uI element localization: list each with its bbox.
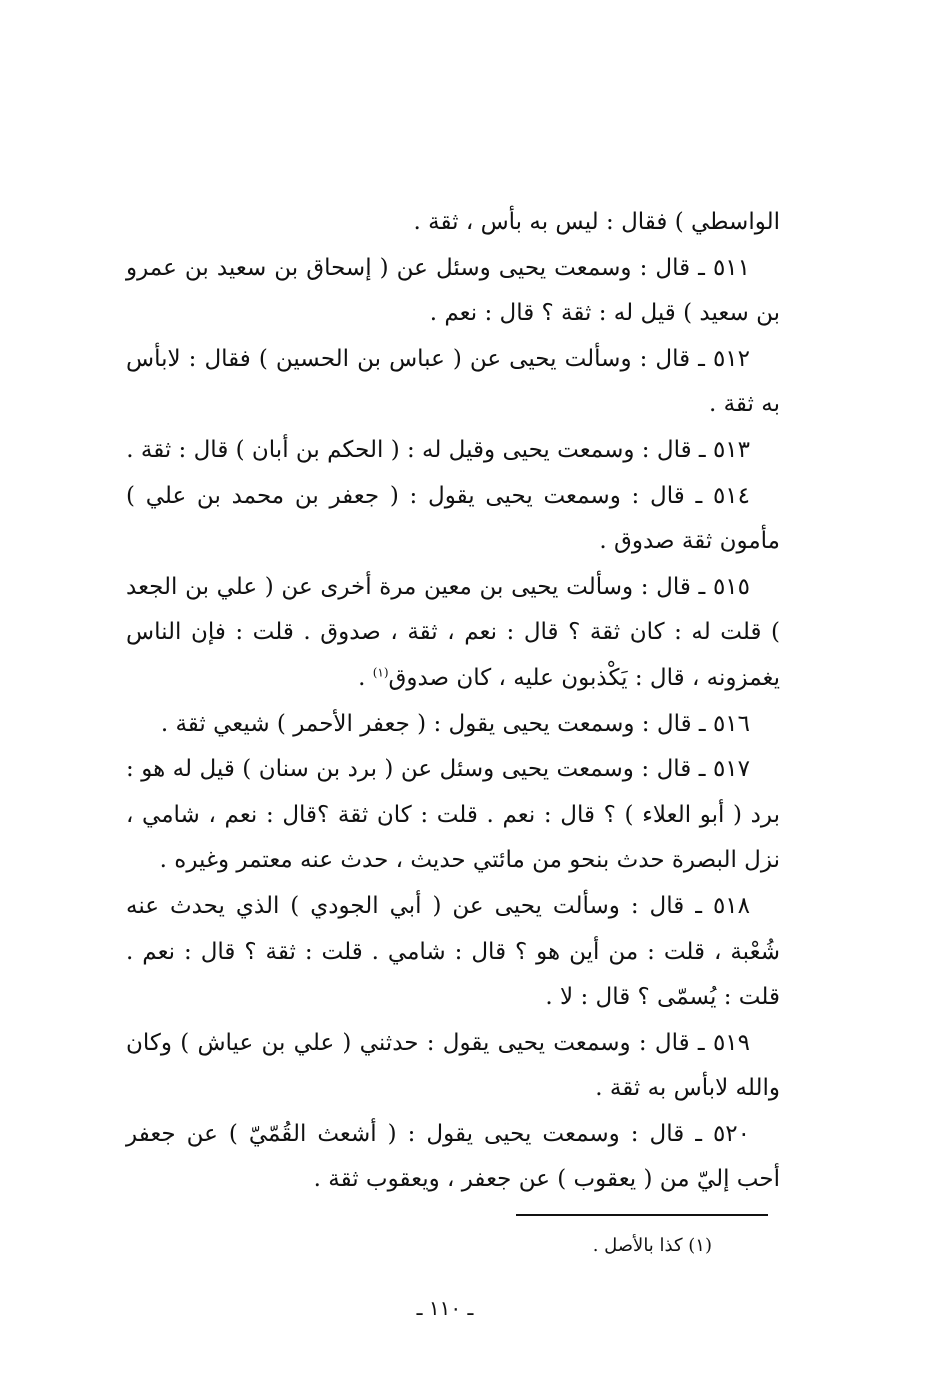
paragraph-text: ٥١٥ ـ قال : وسألت يحيى بن معين مرة أخرى عن ( علي بن الجعد ) قلت له : كان ثقة ؟ قال : نعم ، ثقة ، صدوق . قلت : فإن الناس يغمزونه ، قال : يَكْذبون عليه ، كان صدوق (126, 573, 780, 691)
paragraph (126, 884, 780, 1021)
paragraph-text: ٥١٣ ـ قال : وسمعت يحيى وقيل له : ( الحكم بن أبان ) قال : ثقة . (126, 436, 750, 463)
page-number: ـ ١١٠ ـ (416, 1296, 474, 1320)
paragraph-text: ٥١٩ ـ قال : وسمعت يحيى يقول : حدثني ( علي بن عياش ) وكان والله لابأس به ثقة . (126, 1029, 780, 1102)
paragraph (126, 747, 780, 884)
body-text (126, 200, 780, 1203)
paragraph (126, 246, 780, 337)
paragraph-text: ٥١٨ ـ قال : وسألت يحيى عن ( أبي الجودي ) الذي يحدث عنه شُعْبة ، قلت : من أين هو ؟ قال : شامي . قلت : ثقة ؟ قال : نعم . قلت : يُسمّى ؟ قال : لا . (126, 892, 780, 1011)
paragraph-text: ٥٢٠ ـ قال : وسمعت يحيى يقول : ( أشعث القُمّيّ ) عن جعفر أحب إليّ من ( يعقوب ) عن جعفر ، ويعقوب ثقة . (126, 1120, 780, 1193)
footnote-separator (516, 1214, 768, 1216)
footnote-reference: (١) (372, 665, 389, 680)
paragraph (126, 1021, 780, 1112)
paragraph-text-tail: . (358, 664, 373, 691)
paragraph-text: ٥١١ ـ قال : وسمعت يحيى وسئل عن ( إسحاق بن سعيد بن عمرو بن سعيد ) قيل له : ثقة ؟ قال : نعم . (126, 254, 780, 327)
paragraph (126, 565, 780, 702)
paragraph-text: ٥١٢ ـ قال : وسألت يحيى عن ( عباس بن الحسين ) فقال : لابأس به ثقة . (126, 345, 780, 418)
paragraph-text: ٥١٦ ـ قال : وسمعت يحيى يقول : ( جعفر الأحمر ) شيعي ثقة . (160, 710, 750, 737)
footnote: (١) كذا بالأصل . (592, 1235, 712, 1256)
paragraph-text: ٥١٧ ـ قال : وسمعت يحيى وسئل عن ( برد بن سنان ) قيل له هو : برد ( أبو العلاء ) ؟ قال : نعم . قلت : كان ثقة ؟قال : نعم ، شامي ، نزل البصرة حدث بنحو من مائتي حديث ، حدث عنه معتمر وغيره . (126, 756, 780, 874)
paragraph (126, 702, 780, 748)
paragraph (126, 337, 780, 428)
paragraph (126, 428, 780, 474)
paragraph-text: الواسطي ) فقال : ليس به بأس ، ثقة . (413, 209, 780, 235)
paragraph (126, 200, 780, 246)
paragraph (126, 474, 780, 565)
paragraph-text: ٥١٤ ـ قال : وسمعت يحيى يقول : ( جعفر بن محمد بن علي ) مأمون ثقة صدوق . (126, 482, 780, 555)
paragraph (126, 1112, 780, 1203)
